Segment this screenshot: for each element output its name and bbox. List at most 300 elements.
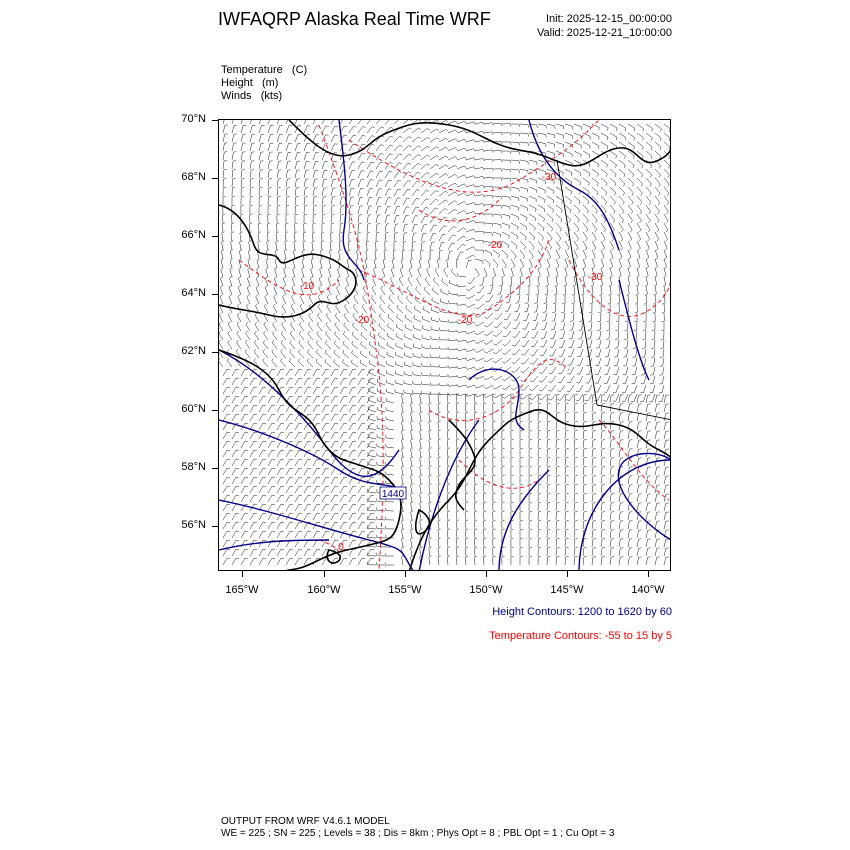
wind-barb-feather [547, 529, 550, 530]
wind-barb-feather [221, 250, 224, 252]
wind-barb [429, 557, 430, 565]
wind-barb [637, 160, 643, 165]
wind-barb [388, 317, 394, 322]
wind-barb [429, 458, 430, 466]
wind-barb-feather [442, 278, 443, 281]
wind-barb-feather [515, 256, 517, 259]
wind-barb [322, 477, 326, 484]
wind-barb [664, 548, 666, 556]
wind-barb [664, 232, 668, 239]
wind-barb-feather [598, 174, 599, 177]
wind-barb-feather [525, 237, 526, 240]
wind-barb [420, 395, 421, 403]
wind-barb-feather [643, 339, 646, 340]
wind-barb-feather [519, 152, 520, 155]
wind-barb-feather [299, 396, 302, 397]
wind-barb [394, 207, 397, 214]
wind-barb-feather [439, 365, 440, 368]
wind-barb [348, 242, 349, 250]
wind-barb-feather [290, 486, 293, 487]
wind-barb [662, 376, 664, 384]
wind-barb [637, 250, 640, 257]
wind-barb [267, 242, 268, 250]
wind-barb-feather [433, 288, 434, 291]
wind-barb-feather [519, 133, 520, 136]
wind-barb-feather [335, 441, 338, 442]
wind-barb [292, 288, 295, 295]
wind-barb-feather [602, 413, 605, 414]
wind-barb-feather [254, 441, 257, 442]
wind-barb-feather [349, 232, 352, 233]
wind-barb [377, 456, 385, 457]
wind-barb-feather [597, 183, 598, 186]
wind-barb-feather [281, 558, 284, 559]
wind-barb-feather [606, 183, 607, 186]
wind-barb-feather [337, 277, 339, 279]
wind-barb [529, 241, 534, 247]
wind-barb [520, 124, 528, 125]
wind-barb [574, 205, 580, 211]
wind-barb [565, 476, 566, 484]
wind-barb-feather [493, 370, 495, 372]
wind-barb [440, 394, 448, 395]
wind-barb [547, 133, 555, 135]
wind-barb [565, 539, 566, 547]
wind-barb [277, 558, 281, 565]
wind-barb [340, 432, 344, 439]
wind-barb [335, 325, 340, 331]
wind-barb [394, 198, 398, 205]
wind-barb [340, 495, 344, 502]
wind-barb-feather [428, 137, 430, 139]
wind-barb [525, 331, 529, 338]
wind-barb-feather [448, 365, 449, 368]
wind-barb [565, 259, 568, 266]
wind-barb-feather [272, 531, 275, 532]
wind-barb [290, 334, 295, 340]
wind-barb [313, 369, 317, 376]
wind-barb [367, 396, 371, 403]
wind-barb-feather [381, 145, 384, 146]
wind-barb-feather [385, 562, 386, 565]
wind-barb-feather [590, 155, 591, 158]
wind-barb-feather [445, 200, 448, 202]
wind-barb-feather [290, 423, 293, 424]
wind-barb [259, 161, 261, 169]
wind-barb-feather [624, 348, 627, 349]
wind-barb [556, 205, 562, 210]
wind-barb-feather [665, 239, 667, 241]
wind-barb [502, 223, 510, 226]
wind-barb-feather [278, 179, 281, 180]
wind-barb-feather [575, 466, 578, 467]
wind-barb-feather [484, 412, 487, 413]
wind-barb [520, 241, 526, 247]
wind-barb-feather [522, 266, 524, 268]
wind-barb [664, 124, 670, 129]
wind-barb [628, 268, 630, 276]
wind-barb [447, 413, 448, 421]
wind-barb-feather [466, 367, 468, 369]
wind-barb-feather [551, 238, 553, 241]
wind-barb [268, 134, 270, 142]
wind-barb-feather [422, 354, 423, 357]
wind-barb [328, 279, 331, 286]
wind-barb-feather [388, 314, 389, 317]
wind-barb-feather [353, 513, 356, 514]
wind-barb-feather [447, 403, 450, 404]
wind-barb [277, 143, 279, 151]
wind-barb [241, 459, 245, 466]
wind-barb [628, 539, 629, 547]
wind-barb [367, 414, 371, 421]
wind-barb [430, 147, 437, 151]
wind-barb-feather [483, 231, 484, 234]
wind-barb-feather [272, 477, 275, 478]
wind-barb-feather [474, 448, 477, 449]
wind-barb [334, 344, 340, 350]
wind-barb-feather [421, 372, 422, 375]
wind-barb [420, 521, 421, 529]
wind-barb [583, 133, 590, 136]
wind-barb-feather [541, 247, 543, 250]
wind-barb-feather [399, 172, 402, 173]
wind-barb-feather [406, 305, 407, 308]
wind-barb [601, 467, 602, 475]
wind-barb [465, 512, 466, 520]
wind-barb [601, 223, 606, 230]
wind-barb-feather [584, 257, 586, 259]
wind-barb [484, 494, 485, 502]
wind-barb [619, 413, 620, 421]
wind-barb [465, 395, 466, 403]
wind-barb [223, 486, 227, 493]
wind-barb-feather [502, 439, 505, 440]
wind-barb [421, 190, 426, 196]
wind-barb [556, 530, 557, 538]
wind-barb [300, 315, 304, 322]
wind-barb-feather [257, 268, 259, 270]
wind-barb-feather [504, 319, 507, 320]
wind-barb [583, 187, 589, 192]
wind-barb [232, 432, 236, 439]
wind-barb-feather [464, 202, 466, 204]
wind-barb-feather [569, 220, 570, 223]
wind-barb-feather [341, 214, 344, 215]
wind-barb [414, 328, 421, 331]
wind-barb-feather [371, 513, 374, 514]
wind-barb [313, 513, 317, 520]
wind-barb [556, 449, 557, 457]
wind-barb-feather [502, 520, 505, 521]
wind-barb [340, 423, 344, 430]
wind-barb-feather [301, 277, 303, 279]
wind-barb [520, 187, 528, 189]
wind-barb-feather [557, 511, 560, 512]
wind-barb [646, 304, 647, 312]
wind-barb [304, 144, 307, 152]
wind-barb-feather [227, 486, 230, 487]
wind-barb [378, 345, 385, 349]
wind-barb-feather [221, 259, 224, 261]
wind-barb [552, 358, 556, 365]
wind-barb-feather [529, 276, 531, 278]
wind-barb [404, 383, 412, 385]
wind-barb [259, 134, 261, 142]
wind-barb [486, 340, 493, 345]
wind-barb [572, 331, 574, 339]
wind-barb-feather [372, 136, 375, 137]
wind-barb [619, 521, 620, 529]
wind-barb-feather [511, 538, 514, 539]
wind-barb [625, 385, 628, 393]
wind-barb [511, 259, 515, 266]
wind-barb [628, 521, 629, 529]
wind-barb-feather [597, 192, 598, 195]
wind-barb [250, 378, 254, 385]
wind-barb-feather [430, 250, 433, 251]
wind-barb [553, 340, 556, 347]
wind-barb-feather [511, 475, 514, 476]
wind-barb-feather [317, 504, 320, 505]
wind-barb [565, 458, 566, 466]
wind-barb [498, 304, 502, 311]
wind-barb [321, 242, 322, 250]
wind-barb-feather [398, 296, 400, 299]
wind-barb [664, 395, 666, 403]
wind-barb-feather [593, 467, 596, 468]
wind-barb-feather [529, 439, 532, 440]
wind-barb [385, 198, 388, 205]
wind-barb-feather [275, 250, 278, 252]
wind-barb-feather [393, 250, 396, 251]
wind-barb [250, 441, 254, 448]
wind-barb [246, 315, 250, 322]
wind-barb-feather [619, 267, 621, 269]
wind-barb [457, 121, 465, 124]
wind-barb [259, 468, 263, 475]
wind-barb [628, 196, 633, 202]
wind-barb [625, 394, 628, 401]
wind-barb [592, 133, 599, 137]
wind-barb [565, 124, 573, 127]
wind-barb-feather [281, 423, 284, 424]
wind-barb [628, 259, 631, 267]
wind-barb-feather [408, 181, 411, 182]
wind-barb-feather [258, 232, 261, 233]
wind-barb-feather [501, 187, 502, 190]
wind-barb-feather [309, 313, 311, 315]
wind-barb-feather [474, 203, 476, 205]
wind-barb [502, 196, 510, 197]
wind-barb [307, 362, 313, 368]
wind-barb-feather [554, 191, 555, 194]
wind-barb [358, 206, 360, 214]
wind-barb [601, 142, 608, 146]
wind-barb-feather [475, 307, 478, 309]
wind-barb-feather [636, 285, 639, 287]
wind-barb [484, 232, 492, 233]
wind-barb-feather [335, 504, 338, 505]
wind-barb [304, 378, 308, 385]
wind-barb [387, 355, 394, 358]
wind-barb [637, 268, 639, 276]
wind-barb-feather [554, 294, 557, 295]
wind-barb-feather [390, 286, 392, 288]
wind-barb [592, 548, 593, 556]
wind-barb-feather [220, 286, 222, 288]
wind-barb [465, 539, 466, 547]
wind-barb [358, 504, 362, 511]
wind-barb-feather [511, 380, 514, 382]
wind-barb-feather [435, 268, 437, 270]
wind-barb-feather [317, 459, 320, 460]
wind-barb-feather [474, 493, 477, 494]
wind-barb-feather [376, 553, 377, 556]
wind-barb-feather [655, 267, 657, 269]
wind-barb-feather [597, 330, 600, 331]
wind-barb [259, 179, 260, 187]
wind-barb [571, 349, 574, 356]
wind-barb-feather [611, 413, 614, 414]
wind-barb [266, 269, 268, 277]
wind-barb [466, 212, 474, 215]
wind-barb-feather [492, 233, 493, 236]
wind-barb [340, 513, 344, 520]
wind-barb-feather [548, 390, 551, 391]
wind-barb [565, 494, 566, 502]
wind-barb-feather [658, 202, 660, 205]
wind-barb [475, 149, 483, 151]
wind-barb-feather [344, 304, 346, 306]
wind-barb-feather [643, 129, 644, 132]
wind-barb-feather [308, 486, 311, 487]
wind-barb [547, 268, 549, 276]
wind-barb [637, 413, 639, 421]
wind-barb [292, 279, 295, 287]
wind-barb-feather [313, 223, 316, 224]
wind-barb-feather [299, 558, 302, 559]
wind-barb-feather [547, 457, 550, 458]
wind-barb [358, 162, 362, 169]
wind-barb-feather [284, 250, 287, 252]
wind-barb-feather [520, 430, 523, 431]
wind-barb-feather [437, 259, 440, 261]
wind-barb [617, 349, 619, 357]
wind-barb [410, 260, 412, 268]
wind-barb-feather [323, 205, 326, 206]
wind-barb [241, 179, 242, 187]
wind-barb-feather [558, 391, 561, 392]
wind-barb [574, 178, 581, 182]
wind-barb [608, 349, 610, 357]
wind-barb-feather [474, 538, 477, 539]
wind-barb-feather [465, 538, 468, 539]
wind-barb-feather [617, 312, 620, 313]
wind-barb-feather [237, 313, 239, 315]
wind-barb [542, 385, 547, 391]
wind-barb-feather [547, 448, 550, 449]
wind-barb-feather [317, 477, 320, 478]
wind-barb [438, 476, 439, 484]
wind-barb-feather [538, 412, 541, 413]
wind-barb [574, 485, 575, 493]
wind-barb [286, 495, 290, 502]
wind-barb [367, 189, 370, 197]
wind-barb [637, 205, 642, 212]
wind-barb-feather [378, 342, 379, 345]
wind-barbs [219, 120, 670, 565]
wind-barb [574, 241, 578, 248]
wind-barb-feather [510, 197, 511, 200]
wind-barb-feather [386, 435, 387, 438]
wind-barb-feather [446, 182, 448, 184]
wind-barb [403, 163, 408, 169]
wind-barb-feather [512, 371, 515, 372]
wind-barb-feather [575, 529, 578, 530]
wind-barb [663, 340, 664, 348]
wind-barb [386, 401, 394, 403]
wind-barb-feather [603, 239, 605, 241]
wind-barb [483, 277, 484, 285]
wind-barb-feather [249, 223, 252, 224]
wind-barb-feather [538, 430, 541, 431]
wind-barb-feather [484, 493, 487, 494]
wind-barb-feather [584, 457, 587, 458]
wind-barb [448, 243, 452, 250]
wind-barb-feather [256, 295, 258, 297]
wind-barb [265, 279, 268, 287]
wind-barb-feather [484, 502, 487, 503]
wind-barb [466, 185, 474, 187]
wind-barb [246, 324, 250, 331]
wind-barb [601, 250, 604, 257]
wind-barb-feather [628, 267, 630, 269]
wind-barb [447, 467, 448, 475]
wind-barb [484, 186, 492, 187]
wind-barb [465, 548, 466, 556]
wind-barb-feather [308, 396, 311, 397]
wind-barb-feather [245, 459, 248, 460]
wind-barb [637, 539, 639, 547]
wind-barb-feather [526, 294, 529, 295]
wind-barb [591, 313, 592, 321]
wind-barb [533, 358, 538, 364]
wind-barb [367, 171, 371, 178]
wind-barb [417, 279, 421, 286]
wind-barb-feather [566, 484, 569, 485]
wind-barb [258, 224, 259, 232]
wind-barb [511, 241, 517, 246]
wind-barb [664, 503, 666, 511]
wind-barb [373, 269, 376, 277]
wind-barb-feather [290, 531, 293, 532]
wind-barb-feather [223, 187, 226, 188]
wind-barb [610, 160, 616, 165]
wind-barb-feather [538, 520, 541, 521]
wind-barb [429, 539, 430, 547]
wind-barb-feather [220, 277, 222, 279]
wind-barb-feather [376, 517, 377, 520]
wind-barb [232, 513, 236, 520]
wind-barb-feather [263, 369, 266, 370]
wind-barb [664, 223, 668, 230]
wind-barb [484, 422, 485, 430]
wind-barb [505, 349, 511, 355]
wind-barb [368, 492, 376, 493]
wind-barb [331, 126, 335, 133]
wind-barb [295, 179, 297, 187]
